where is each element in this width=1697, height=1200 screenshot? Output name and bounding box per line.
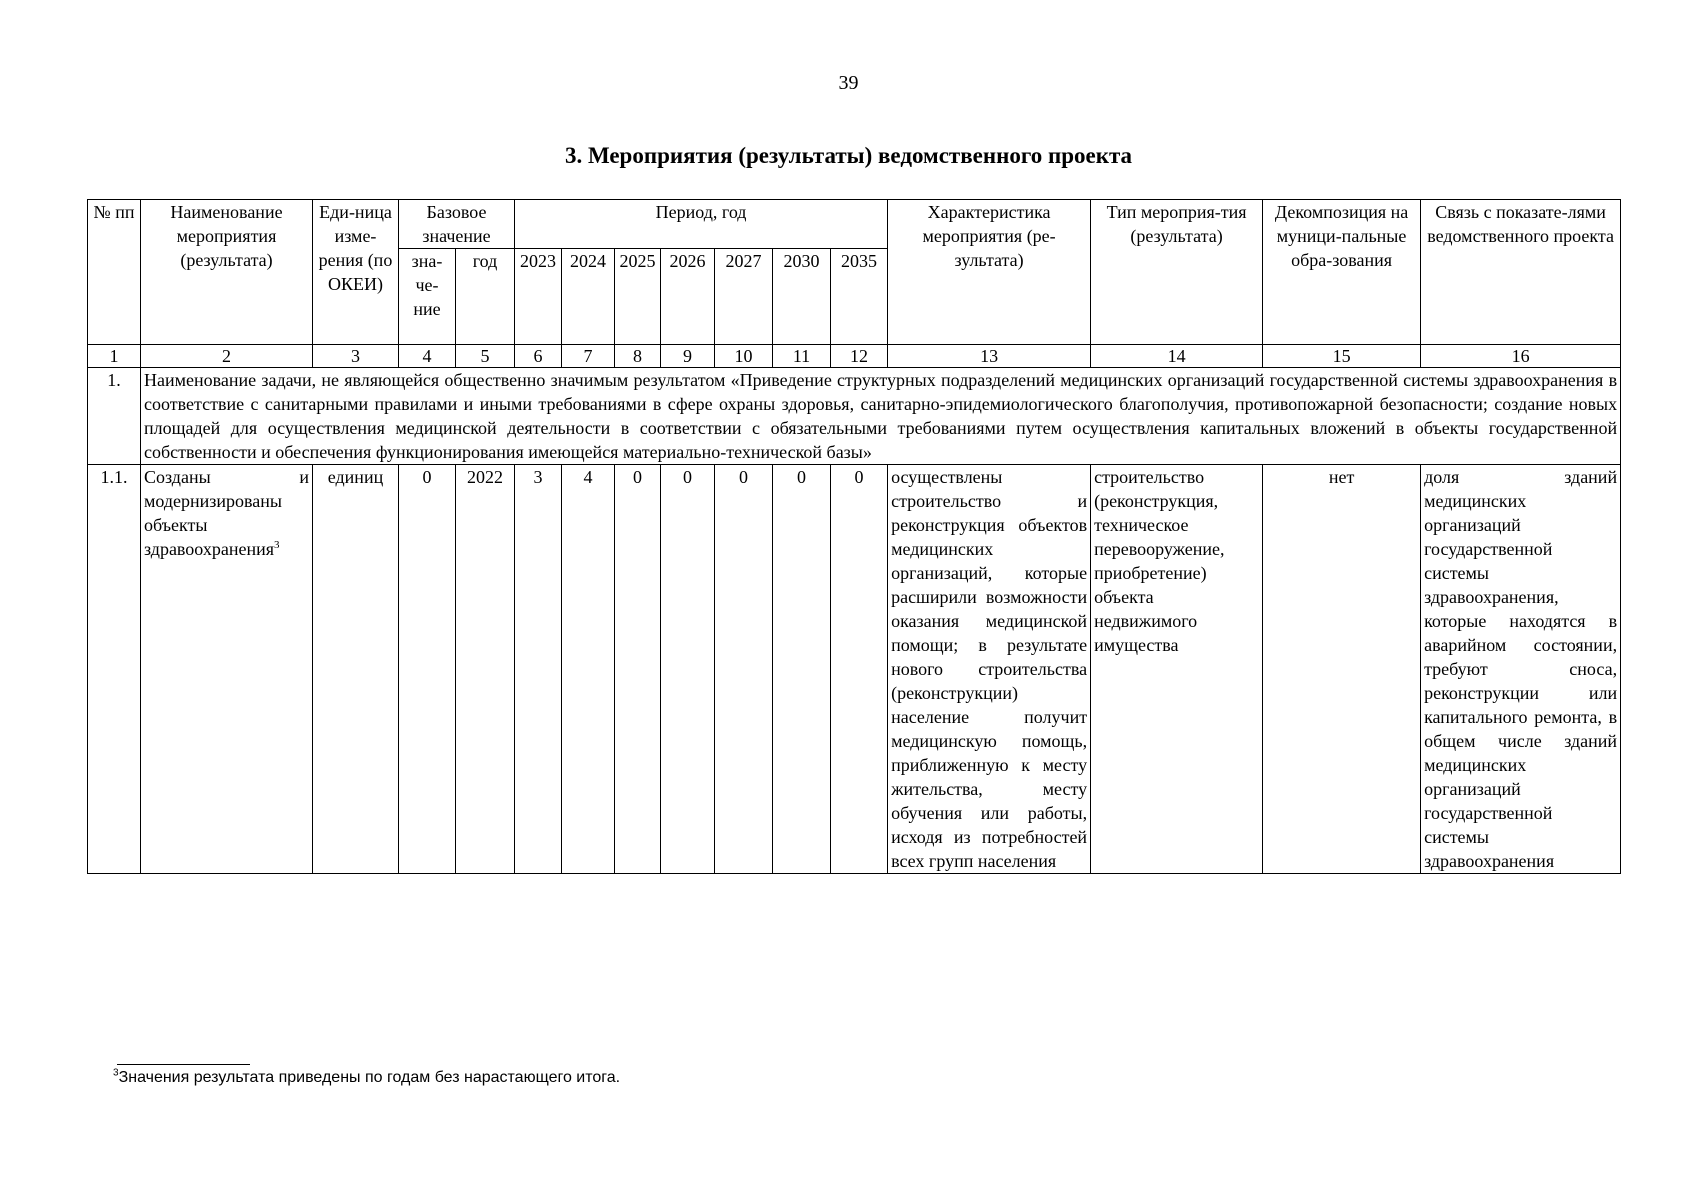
column-number: 10: [715, 345, 773, 368]
row-year-value: 0: [831, 465, 888, 874]
header-base-value: зна-че-ние: [399, 249, 456, 345]
activities-table: [87, 199, 1621, 874]
header-year: 2027: [715, 249, 773, 345]
row-year-value: 4: [562, 465, 615, 874]
column-number: 12: [831, 345, 888, 368]
header-year: 2024: [562, 249, 615, 345]
row-unit: единиц: [313, 465, 399, 874]
header-year: 2030: [773, 249, 831, 345]
row-year-value: 0: [715, 465, 773, 874]
header-link: Связь с показате-лями ведомственного проекта: [1421, 200, 1621, 345]
row-type: строительство (реконструкция, техническое перевооружение, приобретение) объекта недвижимого имущества: [1091, 465, 1263, 874]
page-number: 39: [838, 72, 859, 94]
header-no: № пп: [88, 200, 141, 345]
row-base-year: 2022: [456, 465, 515, 874]
table-row: [88, 465, 1621, 874]
row-year-value: 0: [773, 465, 831, 874]
header-row-1: [88, 200, 1621, 249]
header-unit: Еди-ница изме-рения (по ОКЕИ): [313, 200, 399, 345]
column-number: 15: [1263, 345, 1421, 368]
column-number: 8: [615, 345, 661, 368]
row-year-value: 3: [515, 465, 562, 874]
header-year: 2026: [661, 249, 715, 345]
column-number: 6: [515, 345, 562, 368]
footnote-mark: 3: [113, 1067, 119, 1079]
column-number: 4: [399, 345, 456, 368]
header-type: Тип мероприя-тия (результата): [1091, 200, 1263, 345]
column-number: 7: [562, 345, 615, 368]
row-name: Созданы и модернизированы объекты здравоохранения: [144, 467, 309, 559]
task-number: 1.: [88, 368, 141, 465]
header-decomposition: Декомпозиция на муници-пальные обра-зования: [1263, 200, 1421, 345]
page-heading: 3. Мероприятия (результаты) ведомственного проекта: [564, 143, 1133, 168]
header-period: Период, год: [515, 200, 888, 249]
row-characteristic: осуществлены строительство и реконструкция объектов медицинских организаций, которые расширили возможности оказания медицинской помощи; в результате нового строительства (реконструкции) население получит медицинскую помощь, приближенную к месту жительства, месту обучения или работы, исходя из потребностей всех групп населения: [888, 465, 1091, 874]
header-name: Наименование мероприятия (результата): [141, 200, 313, 345]
column-number: 1: [88, 345, 141, 368]
task-text: Наименование задачи, не являющейся общественно значимым результатом «Приведение структурных подразделений медицинских организаций государственной системы здравоохранения в соответствие с санитарными правилами и иными требованиями в сфере охраны здоровья, санитарно-эпидемиологического благополучия, противопожарной безопасности; создание новых площадей для осуществления медицинской деятельности в соответствии с обязательными требованиями путем осуществления капитальных вложений в объекты государственной собственности и обеспечения функционирования имеющейся материально-технической базы»: [141, 368, 1621, 465]
row-number: 1.1.: [88, 465, 141, 874]
row-base-value: 0: [399, 465, 456, 874]
header-year: 2023: [515, 249, 562, 345]
column-number: 5: [456, 345, 515, 368]
row-year-value: 0: [615, 465, 661, 874]
footnote-text: Значения результата приведены по годам без нарастающего итога.: [118, 1069, 621, 1086]
column-number: 16: [1421, 345, 1621, 368]
column-number: 9: [661, 345, 715, 368]
row-name-cell: [141, 465, 313, 874]
header-year: 2035: [831, 249, 888, 345]
column-number-row: [88, 345, 1621, 368]
column-number: 14: [1091, 345, 1263, 368]
row-year-value: 0: [661, 465, 715, 874]
column-number: 3: [313, 345, 399, 368]
column-number: 11: [773, 345, 831, 368]
column-number: 2: [141, 345, 313, 368]
column-number: 13: [888, 345, 1091, 368]
footnote-reference: 3: [274, 539, 280, 551]
row-decomposition: нет: [1263, 465, 1421, 874]
header-year: 2025: [615, 249, 661, 345]
header-base: Базовое значение: [399, 200, 515, 249]
footnote-divider: [117, 1064, 250, 1065]
header-characteristic: Характеристика мероприятия (ре-зультата): [888, 200, 1091, 345]
footnote: [113, 1069, 620, 1087]
row-link: доля зданий медицинских организаций государственной системы здравоохранения, которые находятся в аварийном состоянии, требуют сноса, реконструкции или капитального ремонта, в общем числе зданий медицинских организаций государственной системы здравоохранения: [1421, 465, 1621, 874]
header-base-year: год: [456, 249, 515, 345]
task-row: [88, 368, 1621, 465]
